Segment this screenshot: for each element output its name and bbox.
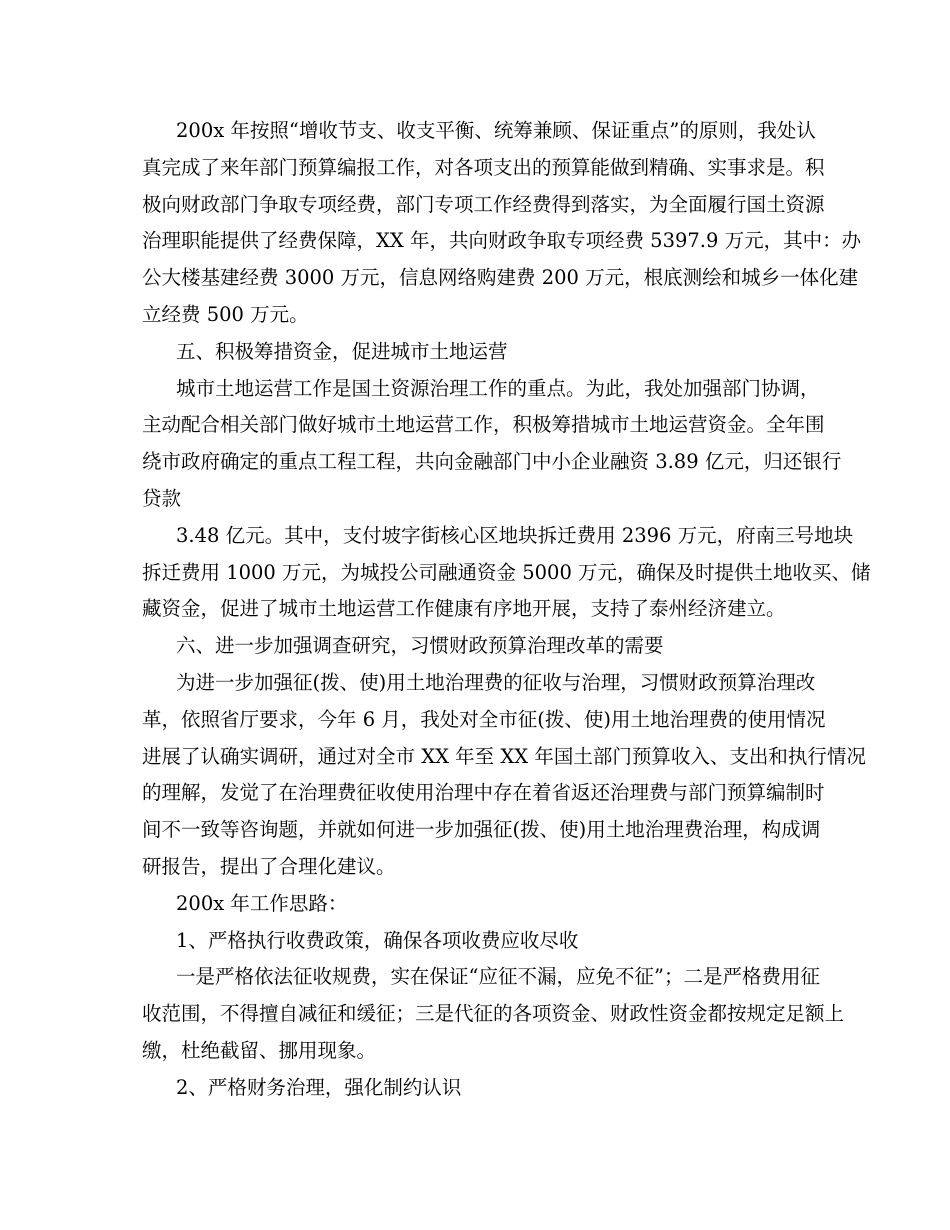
text-line: 一是严格依法征收规费，实在保证“应征不漏，应免不征”；二是严格费用征	[176, 965, 820, 989]
text-line: 城市土地运营工作是国土资源治理工作的重点。为此，我处加强部门协调，	[176, 376, 820, 400]
document-body	[142, 113, 871, 1107]
text-line: 间不一致等咨询题，并就如何进一步加强征(拨、使)用土地治理费治理，构成调	[142, 818, 821, 842]
text-line: 主动配合相关部门做好城市土地运营工作，积极筹措城市土地运营资金。全年围	[142, 413, 825, 437]
text-line: 治理职能提供了经费保障，XX 年，共向财政争取专项经费 5397.9 万元，其中：办	[142, 229, 862, 253]
text-line: 立经费 500 万元。	[142, 302, 309, 326]
text-line: 藏资金，促进了城市土地运营工作健康有序地开展，支持了泰州经济建立。	[142, 597, 786, 621]
text-line: 六、进一步加强调查研究，习惯财政预算治理改革的需要	[176, 634, 664, 658]
text-line: 真完成了来年部门预算编报工作，对各项支出的预算能做到精确、实事求是。积	[142, 155, 825, 179]
text-line: 2、严格财务治理，强化制约认识	[176, 1075, 462, 1099]
text-line: 1、严格执行收费政策，确保各项收费应收尽收	[176, 928, 579, 952]
text-line: 200x 年按照“增收节支、收支平衡、统筹兼顾、保证重点”的原则，我处认	[176, 119, 816, 142]
text-line: 的理解，发觉了在治理费征收使用治理中存在着省返还治理费与部门预算编制时	[142, 781, 825, 805]
text-line: 公大楼基建经费 3000 万元，信息网络购建费 200 万元，根底测绘和城乡一体化建	[142, 266, 859, 290]
text-line: 绕市政府确定的重点工程工程，共向金融部门中小企业融资 3.89 亿元，归还银行	[142, 450, 842, 474]
text-line: 极向财政部门争取专项经费，部门专项工作经费得到落实，为全面履行国土资源	[142, 192, 825, 216]
text-line: 研报告，提出了合理化建议。	[142, 854, 396, 878]
text-line: 五、积极筹措资金，促进城市土地运营	[176, 339, 508, 363]
text-line: 200x 年工作思路：	[176, 891, 348, 915]
text-line: 为进一步加强征(拨、使)用土地治理费的征收与治理，习惯财政预算治理改	[176, 670, 816, 694]
text-line: 拆迁费用 1000 万元，为城投公司融通资金 5000 万元，确保及时提供土地收买、储	[142, 560, 871, 584]
text-line: 3.48 亿元。其中，支付坡字街核心区地块拆迁费用 2396 万元，府南三号地块	[176, 523, 854, 547]
text-line: 贷款	[142, 486, 182, 510]
text-line: 进展了认确实调研，通过对全市 XX 年至 XX 年国土部门预算收入、支出和执行情况	[142, 744, 866, 768]
text-line: 收范围，不得擅自减征和缓征；三是代征的各项资金、财政性资金都按规定足额上	[142, 1002, 845, 1026]
text-line: 革，依照省厅要求，今年 6 月，我处对全市征(拨、使)用土地治理费的使用情况	[142, 707, 826, 731]
text-line: 缴，杜绝截留、挪用现象。	[142, 1038, 377, 1062]
